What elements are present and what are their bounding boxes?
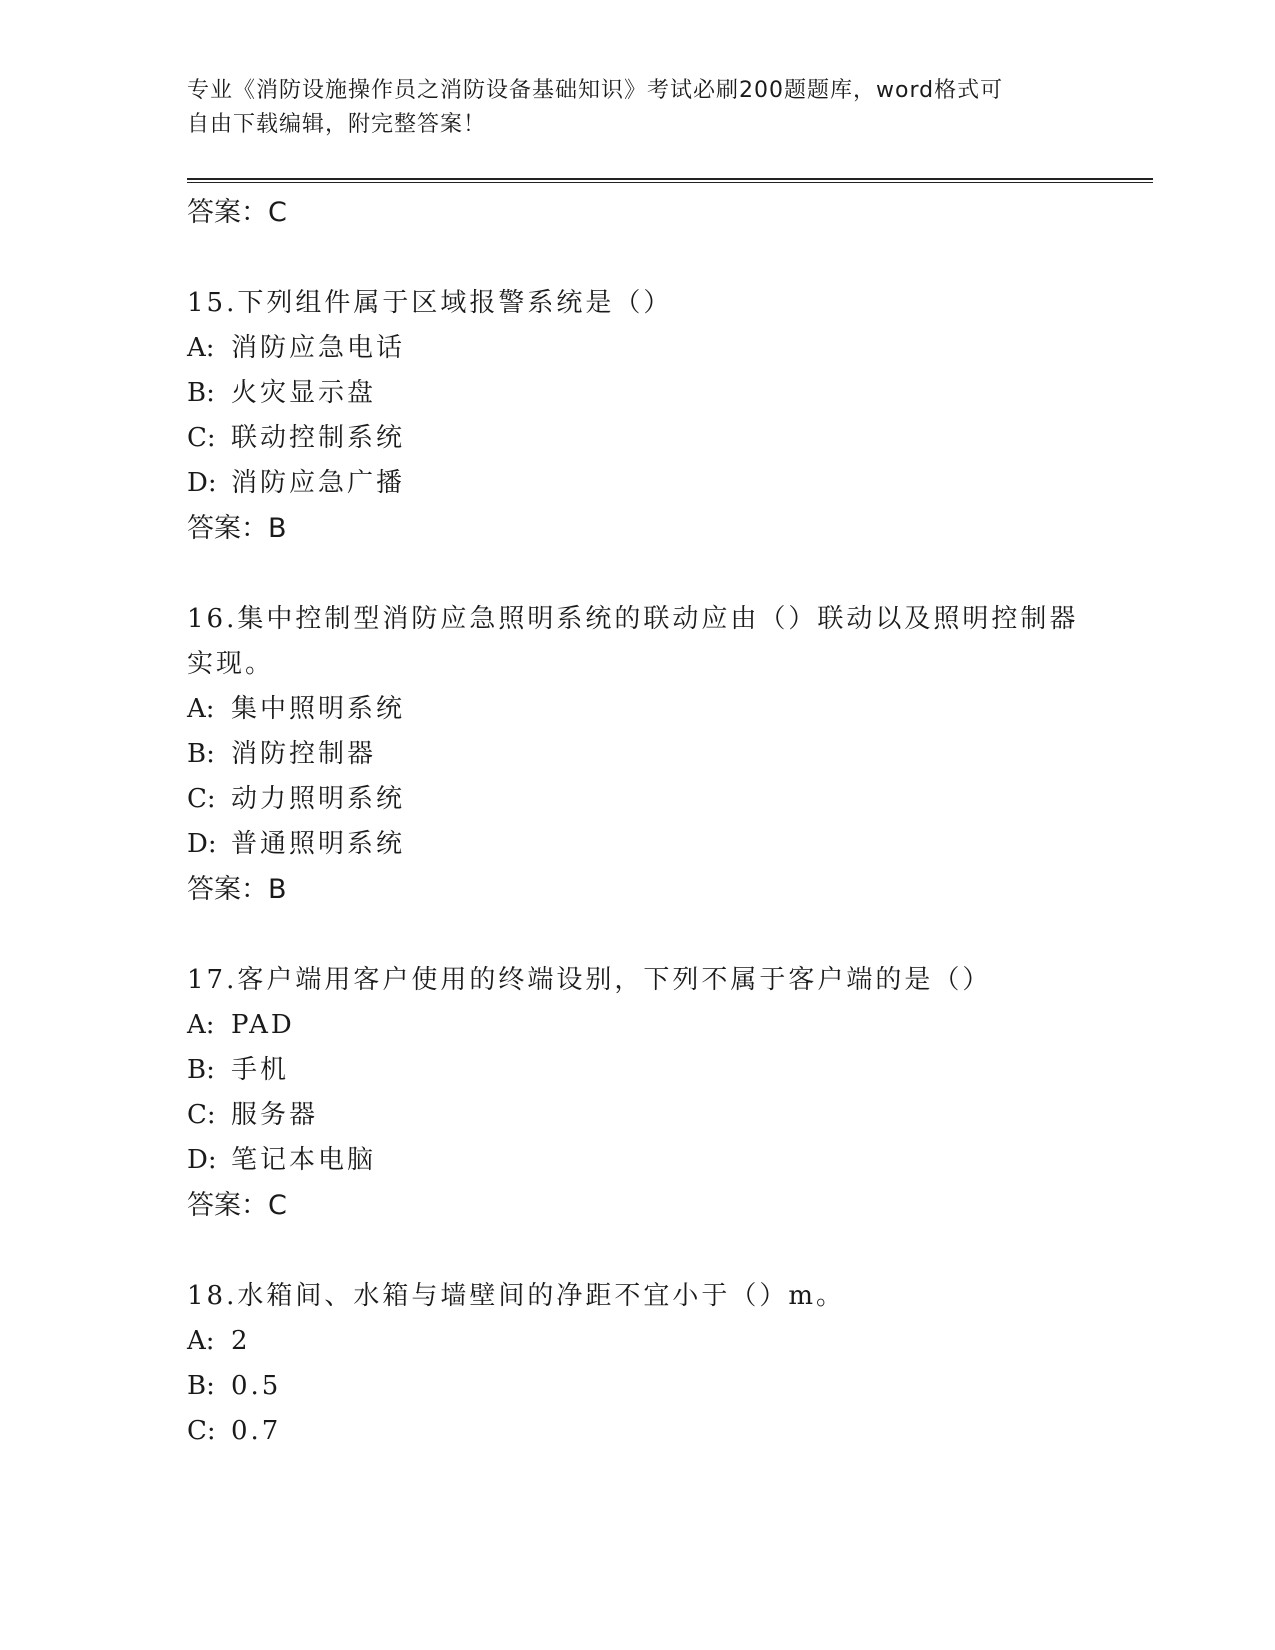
option-letter: C:	[187, 423, 216, 453]
option-letter: A:	[187, 1010, 215, 1040]
option-text: 服务器	[231, 1100, 319, 1130]
option-text: 普通照明系统	[231, 829, 406, 859]
option-b	[187, 1048, 1087, 1093]
option-letter: B:	[187, 378, 215, 408]
header-title-line2: 自由下载编辑，附完整答案！	[187, 112, 487, 137]
document-body	[187, 190, 1087, 1454]
option-text: 联动控制系统	[231, 423, 406, 453]
option-c	[187, 416, 1087, 461]
option-letter: A:	[187, 333, 215, 363]
option-text: 动力照明系统	[231, 784, 406, 814]
header-title-line1: 专业《消防设施操作员之消防设备基础知识》考试必刷200题题库，word格式可	[187, 78, 1004, 103]
option-text: 0.5	[231, 1371, 282, 1401]
option-text: 2	[231, 1326, 251, 1356]
option-c	[187, 1409, 1087, 1454]
option-text: PAD	[231, 1010, 295, 1040]
option-a	[187, 1003, 1087, 1048]
answer-line: 答案：B	[187, 874, 287, 905]
option-b	[187, 371, 1087, 416]
option-letter: D:	[187, 1145, 217, 1175]
page-header	[187, 74, 1087, 142]
option-a	[187, 1319, 1087, 1364]
answer-line: 答案：C	[187, 197, 287, 228]
option-a	[187, 326, 1087, 371]
option-text: 消防控制器	[231, 739, 377, 769]
option-d	[187, 461, 1087, 506]
option-letter: C:	[187, 784, 216, 814]
option-d	[187, 1138, 1087, 1183]
question-text: 16.集中控制型消防应急照明系统的联动应由（）联动以及照明控制器实现。	[187, 604, 1079, 679]
question-text: 18.水箱间、水箱与墙壁间的净距不宜小于（）m。	[187, 1281, 846, 1311]
option-c	[187, 777, 1087, 822]
option-letter: C:	[187, 1100, 216, 1130]
option-letter: C:	[187, 1416, 216, 1446]
question-text: 15.下列组件属于区域报警系统是（）	[187, 288, 673, 318]
option-text: 消防应急电话	[231, 333, 406, 363]
option-a	[187, 687, 1087, 732]
option-text: 火灾显示盘	[231, 378, 377, 408]
option-letter: A:	[187, 694, 215, 724]
option-d	[187, 822, 1087, 867]
question-item	[187, 597, 1087, 913]
option-b	[187, 1364, 1087, 1409]
option-letter: B:	[187, 739, 215, 769]
question-item	[187, 958, 1087, 1229]
question-item	[187, 281, 1087, 552]
option-letter: A:	[187, 1326, 215, 1356]
option-letter: D:	[187, 829, 217, 859]
option-letter: B:	[187, 1055, 215, 1085]
option-text: 手机	[231, 1055, 290, 1085]
option-letter: D:	[187, 468, 217, 498]
option-b	[187, 732, 1087, 777]
option-text: 笔记本电脑	[231, 1145, 377, 1175]
option-c	[187, 1093, 1087, 1138]
header-divider	[187, 178, 1153, 183]
answer-line: 答案：C	[187, 1190, 287, 1221]
option-text: 消防应急广播	[231, 468, 406, 498]
question-item	[187, 1274, 1087, 1454]
question-text: 17.客户端用客户使用的终端设别，下列不属于客户端的是（）	[187, 965, 992, 995]
answer-line: 答案：B	[187, 513, 287, 544]
option-letter: B:	[187, 1371, 215, 1401]
option-text: 0.7	[231, 1416, 282, 1446]
option-text: 集中照明系统	[231, 694, 406, 724]
